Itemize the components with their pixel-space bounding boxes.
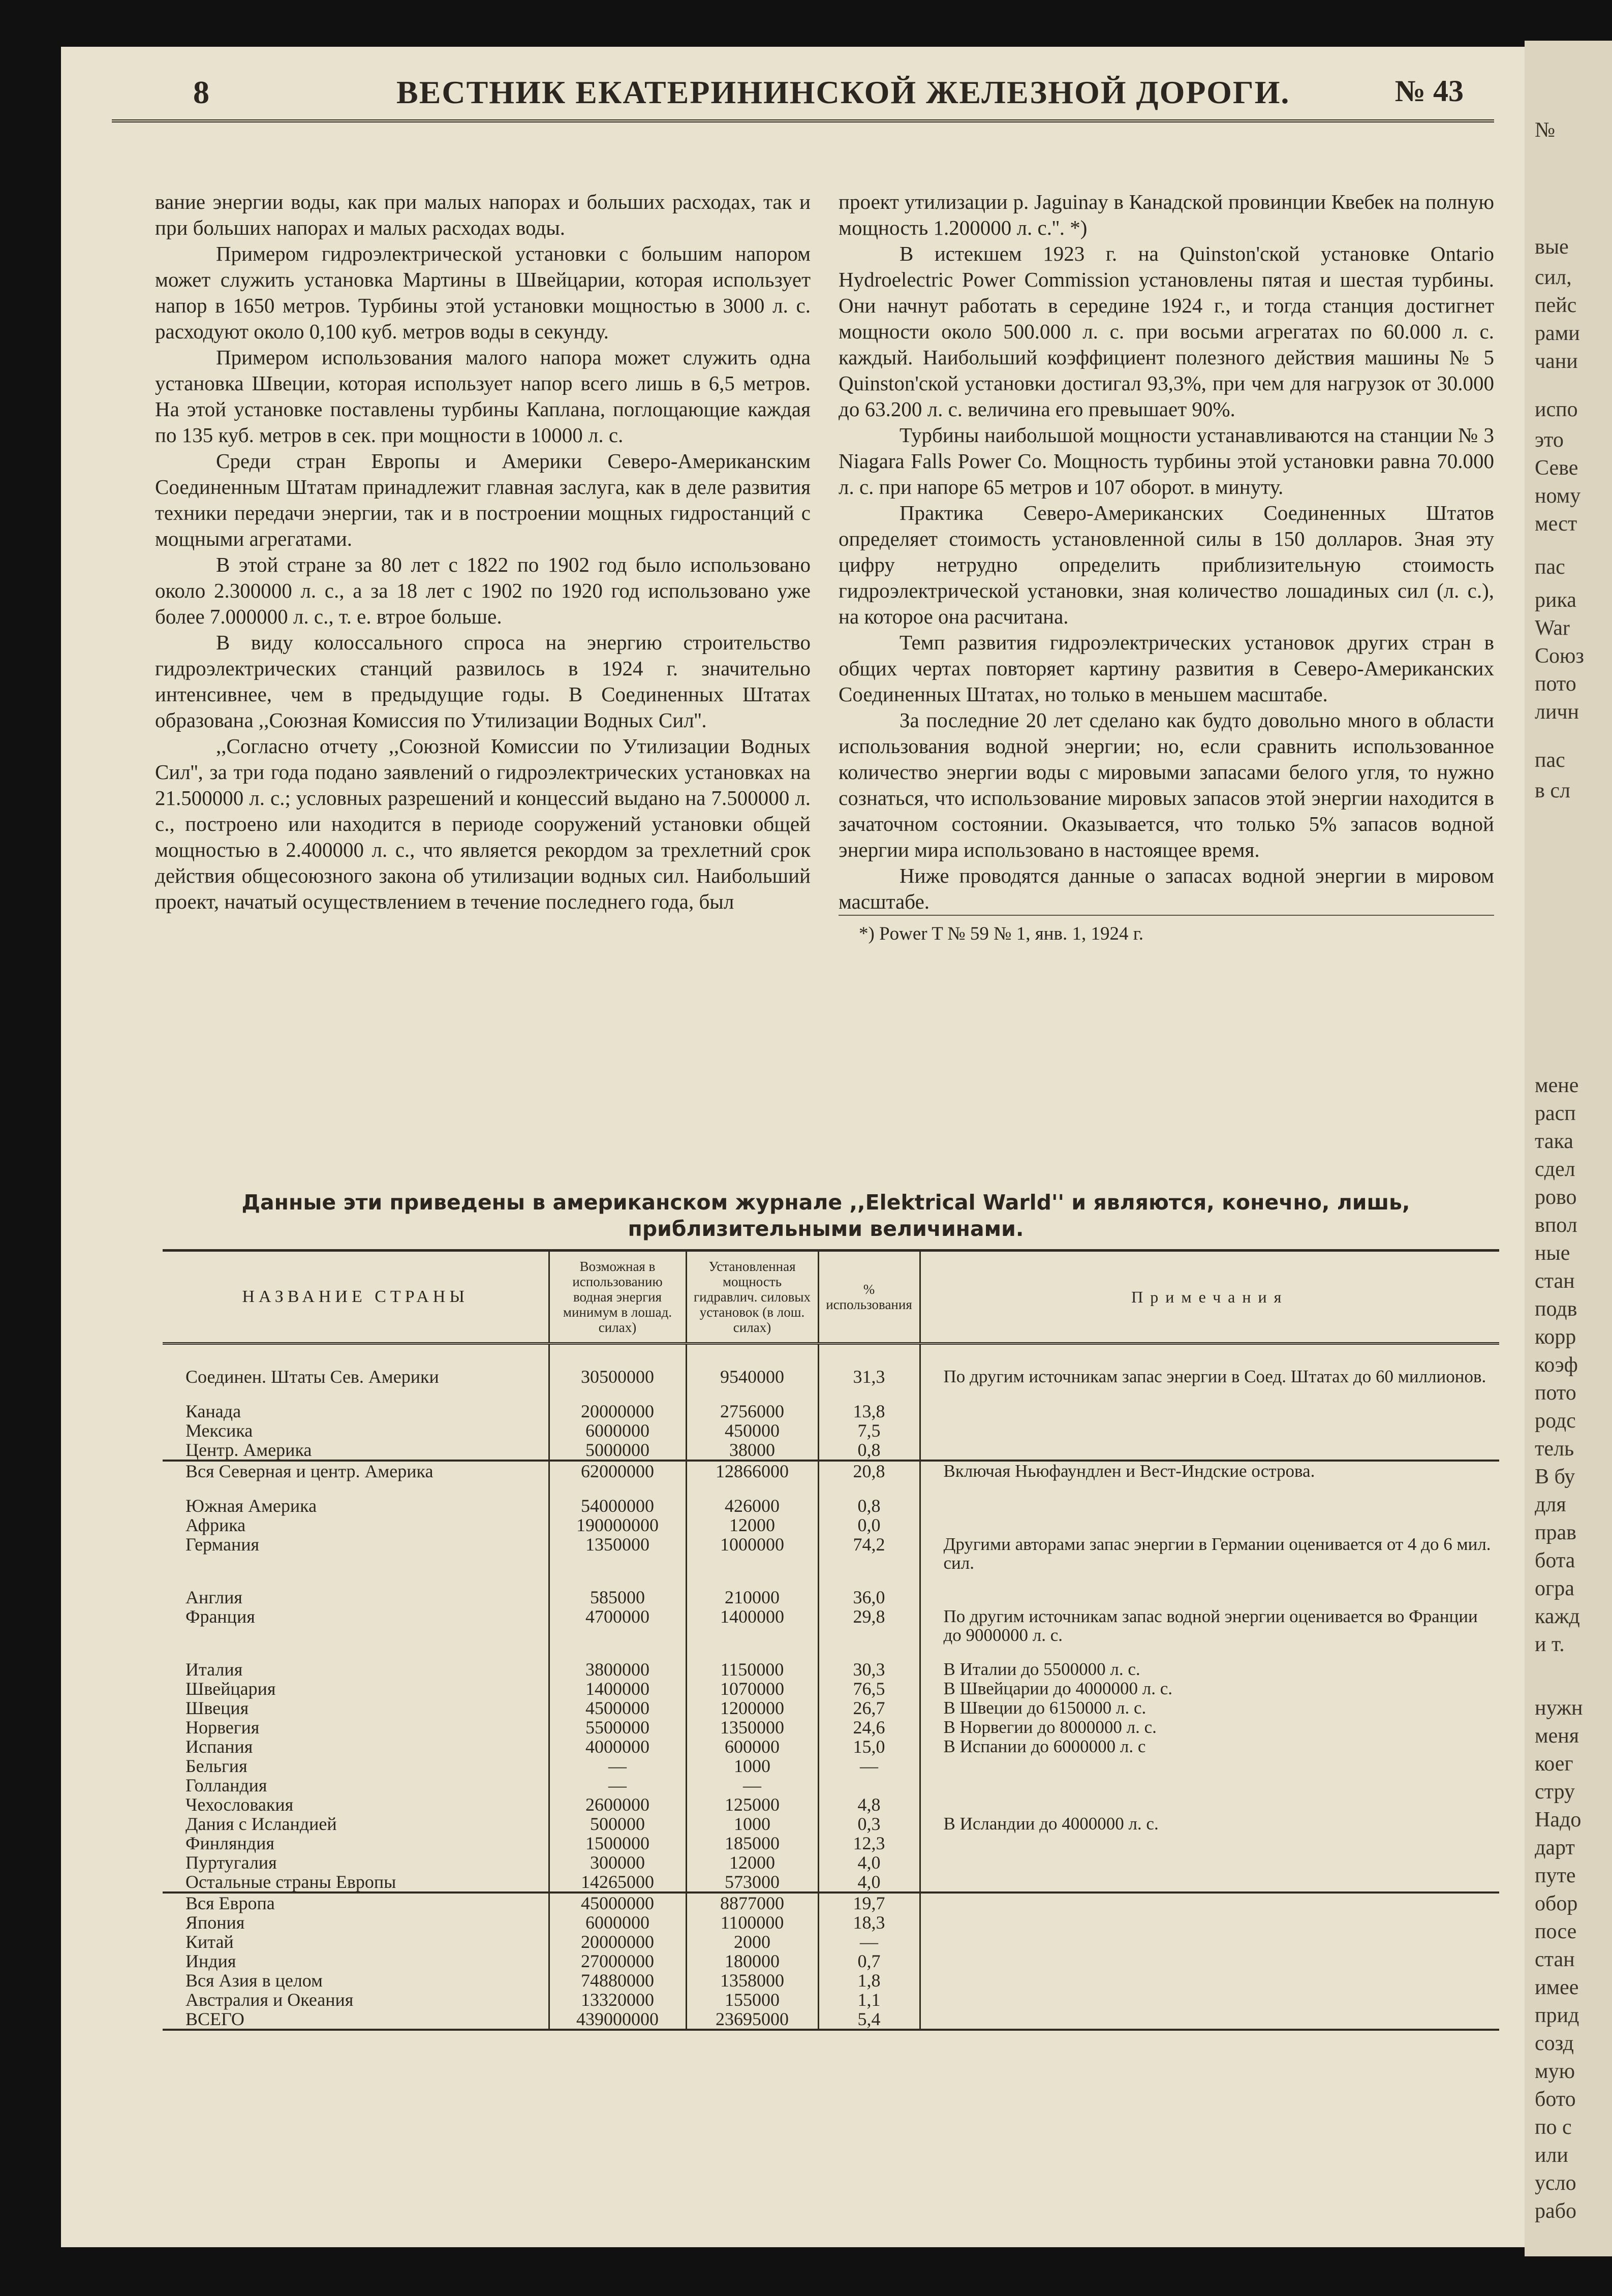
note-cell: В Норвегии до 8000000 л. с. <box>920 1718 1499 1737</box>
possible-energy-cell: 27000000 <box>549 1951 686 1971</box>
note-cell <box>920 1481 1499 1515</box>
percent-used-cell: 4,8 <box>818 1795 920 1814</box>
percent-used-cell: 20,8 <box>818 1461 920 1481</box>
possible-energy-cell: 6000000 <box>549 1421 686 1440</box>
installed-power-cell: 426000 <box>686 1481 818 1515</box>
note-cell: В Швеции до 6150000 л. с. <box>920 1698 1499 1718</box>
table-row <box>163 1572 1499 1607</box>
installed-power-cell: 1350000 <box>686 1718 818 1737</box>
table-row <box>163 1853 1499 1872</box>
possible-energy-cell: 3800000 <box>549 1645 686 1679</box>
neighbor-text-fragment: чани <box>1535 350 1578 373</box>
possible-energy-cell: 2600000 <box>549 1795 686 1814</box>
neighbor-text-fragment: Севе <box>1535 456 1578 480</box>
installed-power-cell: 125000 <box>686 1795 818 1814</box>
neighbor-text-fragment: созд <box>1535 2032 1574 2055</box>
note-cell: Включая Ньюфаундлен и Вест-Индские острова. <box>920 1461 1499 1481</box>
note-cell: В Исландии до 4000000 л. с. <box>920 1814 1499 1834</box>
neighbor-text-fragment: огра <box>1535 1577 1574 1600</box>
table-row <box>163 1535 1499 1572</box>
table-row <box>163 1756 1499 1776</box>
percent-used-cell <box>818 1776 920 1795</box>
table-row <box>163 1971 1499 1990</box>
neighbor-text-fragment: корр <box>1535 1325 1576 1349</box>
neighbor-text-fragment: расп <box>1535 1102 1576 1125</box>
installed-power-cell: 1100000 <box>686 1913 818 1932</box>
neighbor-text-fragment: стан <box>1535 1948 1575 1971</box>
neighbor-text-fragment: или <box>1535 2144 1568 2167</box>
installed-power-cell: 450000 <box>686 1421 818 1440</box>
neighbor-text-fragment: бота <box>1535 1549 1575 1572</box>
footnote: *) Power T № 59 № 1, янв. 1, 1924 г. <box>839 915 1494 947</box>
neighbor-text-fragment: обор <box>1535 1892 1578 1915</box>
neighbor-text-fragment: стан <box>1535 1269 1575 1293</box>
possible-energy-cell: 45000000 <box>549 1892 686 1913</box>
installed-power-cell: 1150000 <box>686 1645 818 1679</box>
neighbor-text-fragment: меня <box>1535 1724 1579 1748</box>
neighbor-text-fragment: и т. <box>1535 1633 1565 1656</box>
note-cell <box>920 1853 1499 1872</box>
paragraph: Ниже проводятся данные о запасах водной энергии в мировом масштабе. <box>839 864 1494 913</box>
percent-used-cell: 13,8 <box>818 1386 920 1421</box>
page-number: 8 <box>193 74 209 110</box>
table-row <box>163 1795 1499 1814</box>
paragraph: В истекшем 1923 г. на Quinston'ской установке Ontario Hydroelectric Power Commission установлены пятая и шестая турбины. Они начнут работать в середине 1924 г., и тогда станция достигнет мощности около 500.000 л. с. при восьми агрегатах по 60.000 л. с. каждый. Наибольший коэффициент полезного действия машины № 5 Quinston'ской установки достигал 93,3%, при чем для нагрузок от 30.000 до 63.200 л. с. величина его превышает 90%. <box>839 242 1494 421</box>
table-row <box>163 1892 1499 1913</box>
country-cell: Испания <box>185 1736 253 1757</box>
country-cell: Италия <box>185 1659 243 1680</box>
country-cell: Китай <box>185 1932 234 1952</box>
neighbor-text-fragment: путе <box>1535 1864 1576 1887</box>
country-cell: Норвегия <box>185 1717 260 1737</box>
neighbor-text-fragment: для <box>1535 1493 1566 1516</box>
possible-energy-cell: 1500000 <box>549 1834 686 1853</box>
installed-power-cell: 600000 <box>686 1737 818 1756</box>
possible-energy-cell: 14265000 <box>549 1872 686 1892</box>
neighbor-text-fragment: вые <box>1535 235 1569 259</box>
table-row <box>163 1814 1499 1834</box>
neighbor-text-fragment: усло <box>1535 2171 1576 2195</box>
installed-power-cell: 38000 <box>686 1440 818 1461</box>
installed-power-cell: 2000 <box>686 1932 818 1951</box>
possible-energy-cell: 1350000 <box>549 1535 686 1572</box>
country-cell: Южная Америка <box>185 1496 317 1516</box>
note-cell <box>920 1795 1499 1814</box>
table-row <box>163 1481 1499 1515</box>
possible-energy-cell: 1400000 <box>549 1679 686 1698</box>
possible-energy-cell: 190000000 <box>549 1515 686 1535</box>
possible-energy-cell: 62000000 <box>549 1461 686 1481</box>
possible-energy-cell: — <box>549 1756 686 1776</box>
paragraph: проект утилизации р. Jaguinay в Канадской провинции Квебек на полную мощность 1.200000 л. с.''. *) <box>839 190 1494 239</box>
possible-energy-cell: 300000 <box>549 1853 686 1872</box>
neighbor-text-fragment: пас <box>1535 749 1565 772</box>
paragraph: Темп развития гидроэлектрических установок других стран в общих чертах повторяет картину развития в Северо-Американских Соединенных Штатах, но только в меньшем масштабе. <box>839 631 1494 706</box>
possible-energy-cell: 30500000 <box>549 1344 686 1387</box>
country-cell: ВСЕГО <box>163 2009 549 2030</box>
right-text-column <box>839 189 1494 947</box>
possible-energy-cell: 4000000 <box>549 1737 686 1756</box>
possible-energy-cell: — <box>549 1776 686 1795</box>
neighbor-text-fragment: в сл <box>1535 779 1570 802</box>
country-cell: Остальные страны Европы <box>185 1872 396 1892</box>
note-cell: В Испании до 6000000 л. с <box>920 1737 1499 1756</box>
neighbor-text-fragment: рика <box>1535 588 1576 612</box>
possible-energy-cell: 4700000 <box>549 1607 686 1645</box>
paragraph: Примером гидроэлектрической установки с большим напором может служить установка Мартины в Швейцарии, которая использует напор в 1650 метров. Турбины этой установки мощностью в 3000 л. с. расходуют около 0,100 куб. метров воды в секунду. <box>155 242 811 343</box>
installed-power-cell: 1400000 <box>686 1607 818 1645</box>
note-cell <box>920 1515 1499 1535</box>
table-row <box>163 1645 1499 1679</box>
neighbor-text-fragment: посе <box>1535 1920 1577 1943</box>
note-cell <box>920 1990 1499 2009</box>
neighbor-text-fragment: личн <box>1535 700 1579 724</box>
neighbor-text-fragment: така <box>1535 1130 1573 1153</box>
country-cell: Дания с Исландией <box>185 1814 337 1834</box>
neighbor-text-fragment: подв <box>1535 1297 1577 1321</box>
paragraph: Примером использования малого напора может служить одна установка Швеции, которая использует напор всего лишь в 6,5 метров. На этой установке поставлены турбины Каплана, поглощающие каждая по 135 куб. метров в сек. при мощности в 10000 л. с. <box>155 346 811 447</box>
percent-used-cell: 0,8 <box>818 1481 920 1515</box>
neighbor-text-fragment: рами <box>1535 322 1580 345</box>
country-cell: Япония <box>185 1912 245 1933</box>
installed-power-cell: 12000 <box>686 1515 818 1535</box>
neighbor-text-fragment: мене <box>1535 1074 1579 1097</box>
neighbor-text-fragment: коэф <box>1535 1353 1578 1377</box>
issue-number: № 43 <box>1394 74 1464 108</box>
installed-power-cell: 155000 <box>686 1990 818 2009</box>
note-cell <box>920 1421 1499 1440</box>
note-cell <box>920 2009 1499 2030</box>
neighbor-text-fragment: В бу <box>1535 1465 1575 1488</box>
paragraph: В виду колоссального спроса на энергию строительство гидроэлектрических станций развилось в 1924 г. значительно интенсивнее, чем в предыдущие годы. В Соединенных Штатах образована ,,Союзная Комиссия по Утилизации Водных Сил''. <box>155 631 811 732</box>
neighbor-text-fragment: родс <box>1535 1409 1576 1433</box>
table-row <box>163 1679 1499 1698</box>
percent-used-cell: 19,7 <box>818 1892 920 1913</box>
neighbor-text-fragment: рово <box>1535 1186 1577 1209</box>
note-cell <box>920 1440 1499 1461</box>
percent-used-cell: 4,0 <box>818 1853 920 1872</box>
neighbor-text-fragment: Союз <box>1535 644 1584 668</box>
neighbor-text-fragment: мую <box>1535 2060 1575 2083</box>
neighbor-text-fragment: № <box>1535 118 1556 142</box>
newspaper-title: ВЕСТНИК ЕКАТЕРИНИНСКОЙ ЖЕЛЕЗНОЙ ДОРОГИ. <box>396 74 1290 110</box>
installed-power-cell: 12000 <box>686 1853 818 1872</box>
country-cell: Чехословакия <box>185 1794 294 1815</box>
note-cell <box>920 1572 1499 1607</box>
country-cell: Пуртугалия <box>185 1852 277 1873</box>
table-row <box>163 2009 1499 2030</box>
country-cell: Англия <box>185 1587 242 1607</box>
neighbor-text-fragment: стру <box>1535 1780 1575 1804</box>
installed-power-cell: 1000000 <box>686 1535 818 1572</box>
percent-used-cell: 18,3 <box>818 1913 920 1932</box>
country-cell: Швеция <box>185 1698 249 1718</box>
neighbor-text-fragment: впол <box>1535 1214 1577 1237</box>
percent-used-cell: 7,5 <box>818 1421 920 1440</box>
note-cell: В Швейцарии до 4000000 л. с. <box>920 1679 1499 1698</box>
installed-power-cell: 9540000 <box>686 1344 818 1387</box>
installed-power-cell: 1000 <box>686 1814 818 1834</box>
country-cell: Финляндия <box>185 1833 274 1853</box>
installed-power-cell: 1200000 <box>686 1698 818 1718</box>
table-row <box>163 1718 1499 1737</box>
possible-energy-cell: 13320000 <box>549 1990 686 2009</box>
paragraph: Практика Северо-Американских Соединенных Штатов определяет стоимость установленной силы в 150 долларов. Зная эту цифру нетрудно определить приблизительную стоимость гидроэлектрической установки, зная количество лошадиных сил (л. с.), на которое она расчитана. <box>839 501 1494 628</box>
neighbor-text-fragment: Надо <box>1535 1808 1582 1832</box>
possible-energy-cell: 585000 <box>549 1572 686 1607</box>
table-row <box>163 1776 1499 1795</box>
table-row <box>163 1834 1499 1853</box>
country-cell: Мексика <box>185 1420 253 1441</box>
percent-used-cell: 0,7 <box>818 1951 920 1971</box>
country-cell: Центр. Америка <box>185 1440 312 1460</box>
installed-power-cell: 210000 <box>686 1572 818 1607</box>
note-cell <box>920 1892 1499 1913</box>
note-cell: В Италии до 5500000 л. с. <box>920 1645 1499 1679</box>
note-cell: По другим источникам запас энергии в Соед. Штатах до 60 миллионов. <box>920 1344 1499 1387</box>
percent-used-cell: 15,0 <box>818 1737 920 1756</box>
neighbor-text-fragment: сил, <box>1535 266 1572 289</box>
table-caption: Данные эти приведены в американском журнале ,,Elektrical Warld'' и являются, конечно, лишь, приблизительными величинами. <box>241 1190 1410 1241</box>
water-energy-table <box>163 1249 1499 2031</box>
installed-power-cell: 180000 <box>686 1951 818 1971</box>
percent-used-cell: 1,1 <box>818 1990 920 2009</box>
percent-used-cell: 24,6 <box>818 1718 920 1737</box>
neighbor-text-fragment: рабо <box>1535 2199 1577 2223</box>
table-row <box>163 1737 1499 1756</box>
percent-used-cell: — <box>818 1932 920 1951</box>
note-cell <box>920 1951 1499 1971</box>
possible-energy-cell: 74880000 <box>549 1971 686 1990</box>
installed-power-cell: 12866000 <box>686 1461 818 1481</box>
neighbor-page-edge <box>1525 41 1612 2256</box>
table-row <box>163 1913 1499 1932</box>
percent-used-cell: 4,0 <box>818 1872 920 1892</box>
neighbor-text-fragment: тель <box>1535 1437 1574 1461</box>
table-row <box>163 1461 1499 1481</box>
table-row <box>163 1344 1499 1387</box>
table-row <box>163 1421 1499 1440</box>
neighbor-text-fragment: пас <box>1535 555 1565 579</box>
percent-used-cell: 74,2 <box>818 1535 920 1572</box>
neighbor-text-fragment: мест <box>1535 512 1577 536</box>
country-cell: Вся Азия в целом <box>185 1970 323 1991</box>
neighbor-text-fragment: прав <box>1535 1521 1576 1544</box>
possible-energy-cell: 5500000 <box>549 1718 686 1737</box>
possible-energy-cell: 439000000 <box>549 2009 686 2030</box>
note-cell <box>920 1776 1499 1795</box>
left-text-column <box>155 189 811 915</box>
possible-energy-cell: 500000 <box>549 1814 686 1834</box>
neighbor-text-fragment: ные <box>1535 1242 1570 1265</box>
page-header <box>112 74 1494 122</box>
neighbor-text-fragment: испо <box>1535 398 1578 421</box>
possible-energy-cell: 6000000 <box>549 1913 686 1932</box>
percent-used-cell: 76,5 <box>818 1679 920 1698</box>
country-cell: Бельгия <box>185 1756 247 1776</box>
paragraph: Турбины наибольшой мощности устанавливаются на станции № 3 Niagara Falls Power Co. Мощность турбины этой установки равна 70.000 л. с. при напоре 65 метров и 107 оборот. в минуту. <box>839 423 1494 499</box>
percent-used-cell: 0,0 <box>818 1515 920 1535</box>
table-body <box>163 1344 1499 2030</box>
table-header-row <box>163 1251 1499 1344</box>
header-notes: Примечания <box>920 1251 1499 1344</box>
country-cell: Австралия и Океания <box>185 1990 354 2010</box>
note-cell <box>920 1971 1499 1990</box>
country-cell: Канада <box>185 1401 241 1421</box>
note-cell <box>920 1756 1499 1776</box>
neighbor-text-fragment: прид <box>1535 2004 1579 2027</box>
neighbor-text-fragment: War <box>1535 616 1570 640</box>
neighbor-text-fragment: бото <box>1535 2088 1576 2111</box>
percent-used-cell: 0,3 <box>818 1814 920 1834</box>
paragraph: ,,Согласно отчету ,,Союзной Комиссии по Утилизации Водных Сил'', за три года подано заявлений о гидроэлектрических установках на 21.500000 л. с.; условных разрешений и концессий выдано на 7.500000 л. с., построено или находится в периоде сооружений установки общей мощностью в 2.400000 л. с., что является рекордом за трехлетний срок действия общесоюзного закона об утилизации водных сил. Наибольший проект, начатый осуществлением в течение последнего года, был <box>155 734 811 913</box>
paragraph: вание энергии воды, как при малых напорах и больших расходах, так и при больших напорах и малых расходах воды. <box>155 190 811 239</box>
country-cell: Вся Северная и центр. Америка <box>163 1461 549 1481</box>
country-cell: Африка <box>185 1515 246 1535</box>
table-row <box>163 1607 1499 1645</box>
note-cell <box>920 1913 1499 1932</box>
installed-power-cell: 1000 <box>686 1756 818 1776</box>
neighbor-text-fragment: дарт <box>1535 1836 1575 1859</box>
country-cell: Индия <box>185 1951 236 1971</box>
possible-energy-cell: 20000000 <box>549 1386 686 1421</box>
country-cell: Вся Европа <box>163 1892 549 1913</box>
possible-energy-cell: 4500000 <box>549 1698 686 1718</box>
header-country: НАЗВАНИЕ СТРАНЫ <box>163 1251 549 1344</box>
installed-power-cell: 23695000 <box>686 2009 818 2030</box>
header-possible: Возможная в использованию водная энергия минимум в лошад. силах) <box>549 1251 686 1344</box>
neighbor-text-fragment: нужн <box>1535 1696 1583 1720</box>
paragraph: Среди стран Европы и Америки Северо-Американским Соединенным Штатам принадлежит главная заслуга, как в деле развития техники передачи энергии, так и в построении мощных гидростанций с мощными агрегатами. <box>155 449 811 550</box>
installed-power-cell: 8877000 <box>686 1892 818 1913</box>
table-row <box>163 1386 1499 1421</box>
country-cell: Швейцария <box>185 1679 276 1699</box>
installed-power-cell: 1358000 <box>686 1971 818 1990</box>
percent-used-cell: 31,3 <box>818 1344 920 1387</box>
header-installed: Установленная мощность гидравлич. силовых установок (в лош. силах) <box>686 1251 818 1344</box>
neighbor-text-fragment: пото <box>1535 1381 1576 1405</box>
installed-power-cell: — <box>686 1776 818 1795</box>
note-cell: Другими авторами запас энергии в Германии оценивается от 4 до 6 мил. сил. <box>920 1535 1499 1572</box>
note-cell <box>920 1834 1499 1853</box>
note-cell <box>920 1386 1499 1421</box>
percent-used-cell: — <box>818 1756 920 1776</box>
neighbor-text-fragment: пейс <box>1535 294 1577 317</box>
table-row <box>163 1951 1499 1971</box>
installed-power-cell: 2756000 <box>686 1386 818 1421</box>
percent-used-cell: 26,7 <box>818 1698 920 1718</box>
possible-energy-cell: 5000000 <box>549 1440 686 1461</box>
percent-used-cell: 36,0 <box>818 1572 920 1607</box>
note-cell: По другим источникам запас водной энергии оценивается во Франции до 9000000 л. с. <box>920 1607 1499 1645</box>
neighbor-text-fragment: сдел <box>1535 1158 1575 1181</box>
table-row <box>163 1932 1499 1951</box>
table-row <box>163 1990 1499 2009</box>
neighbor-text-fragment: ному <box>1535 484 1581 508</box>
neighbor-text-fragment: коег <box>1535 1752 1573 1776</box>
percent-used-cell: 1,8 <box>818 1971 920 1990</box>
possible-energy-cell: 20000000 <box>549 1932 686 1951</box>
percent-used-cell: 30,3 <box>818 1645 920 1679</box>
country-cell: Франция <box>185 1606 255 1627</box>
neighbor-text-fragment: по с <box>1535 2116 1572 2139</box>
installed-power-cell: 573000 <box>686 1872 818 1892</box>
possible-energy-cell: 54000000 <box>549 1481 686 1515</box>
neighbor-text-fragment: это <box>1535 428 1564 452</box>
paragraph: За последние 20 лет сделано как будто довольно много в области использования водной энергии; но, если сравнить использованное количество энергии воды с мировыми запасами белого угля, то нужно сознаться, что использование мировых запасов этой энергии находится в зачаточном состоянии. Оказывается, что только 5% запасов водной энергии мира использовано в настоящее время. <box>839 708 1494 861</box>
table-row <box>163 1872 1499 1892</box>
header-percent: % использования <box>818 1251 920 1344</box>
percent-used-cell: 0,8 <box>818 1440 920 1461</box>
installed-power-cell: 185000 <box>686 1834 818 1853</box>
installed-power-cell: 1070000 <box>686 1679 818 1698</box>
neighbor-text-fragment: кажд <box>1535 1605 1580 1628</box>
percent-used-cell: 12,3 <box>818 1834 920 1853</box>
percent-used-cell: 5,4 <box>818 2009 920 2030</box>
neighbor-text-fragment: пото <box>1535 672 1576 696</box>
paragraph: В этой стране за 80 лет с 1822 по 1902 год было использовано около 2.300000 л. с., а за 18 лет с 1902 по 1920 год использовано уже более 7.000000 л. с., т. е. втрое больше. <box>155 553 811 628</box>
country-cell: Соединен. Штаты Сев. Америки <box>185 1367 439 1387</box>
percent-used-cell: 29,8 <box>818 1607 920 1645</box>
note-cell <box>920 1872 1499 1892</box>
neighbor-text-fragment: имее <box>1535 1976 1579 1999</box>
note-cell <box>920 1932 1499 1951</box>
table-row <box>163 1440 1499 1461</box>
table-row <box>163 1698 1499 1718</box>
country-cell: Германия <box>185 1534 260 1555</box>
table-row <box>163 1515 1499 1535</box>
country-cell: Голландия <box>185 1775 267 1795</box>
